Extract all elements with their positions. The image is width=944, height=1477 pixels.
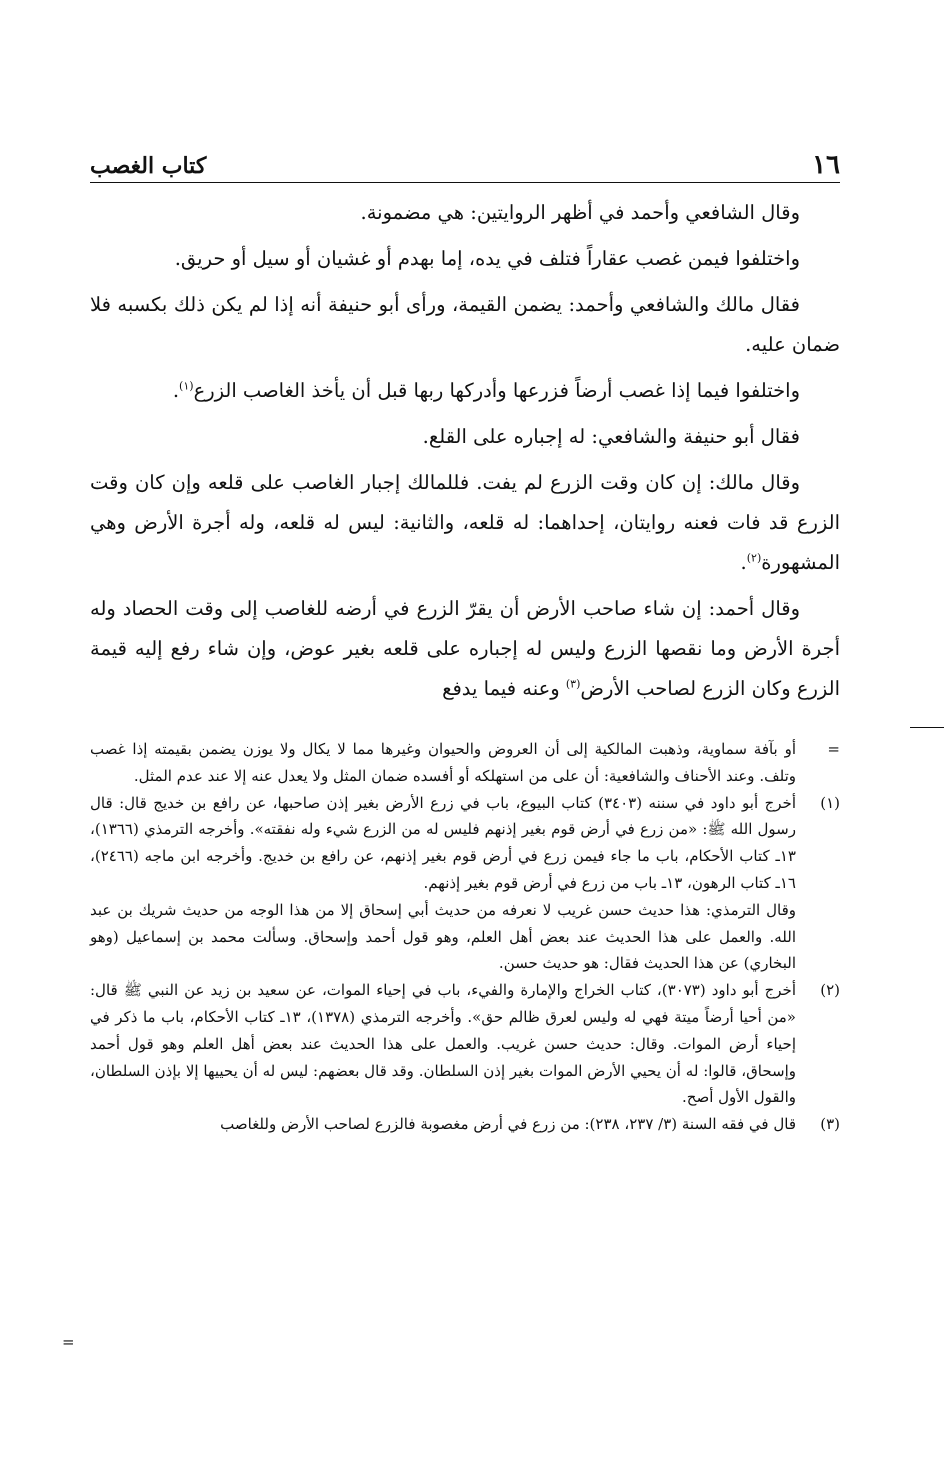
book-page xyxy=(90,150,840,1138)
footnote-3 xyxy=(90,1111,840,1138)
footnote-continuation xyxy=(90,736,840,790)
period: . xyxy=(172,379,180,402)
main-text xyxy=(90,193,840,709)
period: . xyxy=(740,551,747,574)
footnote-number: (٣) xyxy=(820,1115,840,1134)
continuation-mark-end: = xyxy=(62,1333,75,1351)
paragraph xyxy=(90,371,840,411)
footnote-1 xyxy=(90,790,840,978)
page-header xyxy=(90,150,840,183)
chapter-title: كتاب الغصب xyxy=(90,153,207,179)
footnote-separator xyxy=(910,727,944,728)
footnote-text: أخرج أبو داود (٣٠٧٣)، كتاب الخراج والإمارة والفيء، باب في إحياء الموات، عن سعيد بن زيد عن النبي ﷺ قال: «من أحيا أرضاً ميتة فهي له وليس لعرق ظالم حق». وأخرجه الترمذي (١٣٧٨)، ١٣ـ كتاب الأحكام، باب ما ذكر في إحياء أرض الموات. وقال: حديث حسن غريب. والعمل على هذا الحديث عند بعض أهل العلم وهو قول أحمد وإسحاق، قالوا: له أن يحيي الأرض الموات بغير إذن السلطان. وقد قال بعضهم: ليس له أن يحييها إلا بإذن السلطان، والقول الأول أصح. xyxy=(90,981,796,1107)
footnote-number: (٢) xyxy=(820,981,840,1000)
paragraph-text: وقال مالك: إن كان وقت الزرع لم يفت. فللمالك إجبار الغاصب على قلعه وإن كان وقت الزرع قد فات فعنه روايتان، إحداهما: له قلعه، والثانية: ليس له قلعه، وله أجرة الأرض وهي المشهورة xyxy=(90,471,840,574)
paragraph xyxy=(90,463,840,583)
page-number: ١٦ xyxy=(812,150,840,180)
footnote-ref: (٢) xyxy=(746,551,762,565)
footnote-ref: (٣) xyxy=(565,677,581,691)
paragraph-text: وقال أحمد: إن شاء صاحب الأرض أن يقرّ الزرع في أرضه للغاصب إلى وقت الحصاد وله أجرة الأرض وما نقصها الزرع وليس له إجباره على قلعه بغير عوض، وإن شاء رفع إليه قيمة الزرع وكان الزرع لصاحب الأرض xyxy=(90,597,840,700)
paragraph: وقال الشافعي وأحمد في أظهر الروايتين: هي مضمونة. xyxy=(360,201,800,224)
footnotes xyxy=(90,736,840,1138)
paragraph-text: وعنه فيما يدفع xyxy=(442,677,560,700)
footnote-text: قال في فقه السنة (٣/ ٢٣٧، ٢٣٨): من زرع في أرض مغصوبة فالزرع لصاحب الأرض وللغاصب xyxy=(220,1115,796,1134)
paragraph: فقال أبو حنيفة والشافعي: له إجباره على القلع. xyxy=(422,425,800,448)
paragraph: فقال مالك والشافعي وأحمد: يضمن القيمة، ورأى أبو حنيفة أنه إذا لم يكن ذلك بكسبه فلا ضمان عليه. xyxy=(90,293,840,356)
footnote-text: أخرج أبو داود في سننه (٣٤٠٣) كتاب البيوع، باب في زرع الأرض بغير إذن صاحبها، عن رافع بن خديج قال: قال رسول الله ﷺ: «من زرع في أرض قوم بغير إذنهم فليس له من الزرع شيء وله نفقته». وأخرجه الترمذي (١٣٦٦)، ١٣ـ كتاب الأحكام، باب ما جاء فيمن زرع في أرض قوم بغير إذنهم، عن رافع بن خديج. وأخرجه ابن ماجه (٢٤٦٦)، ١٦ـ كتاب الرهون، ١٣ـ باب من زرع في أرض قوم بغير إذنهم. xyxy=(90,793,796,892)
footnote-number: (١) xyxy=(820,793,840,812)
paragraph-text: واختلفوا فيما إذا غصب أرضاً فزرعها وأدركها ربها قبل أن يأخذ الغاصب الزرع xyxy=(193,379,800,402)
paragraph xyxy=(90,589,840,709)
footnote-ref: (١) xyxy=(179,379,194,393)
footnote-2 xyxy=(90,977,840,1111)
continuation-mark: = xyxy=(827,740,840,758)
paragraph: واختلفوا فيمن غصب عقاراً فتلف في يده، إما بهدم أو غشيان أو سيل أو حريق. xyxy=(174,247,800,270)
footnote-text: وقال الترمذي: هذا حديث حسن غريب لا نعرفه من حديث أبي إسحاق إلا من هذا الوجه من حديث شريك بن عبد الله. والعمل على هذا الحديث عند بعض أهل العلم، وهو قول أحمد وإسحاق. وسألت محمد بن إسماعيل (وهو البخاري) عن هذا الحديث فقال: هو حديث حسن. xyxy=(90,900,796,973)
footnote-text: أو بآفة سماوية، وذهبت المالكية إلى أن العروض والحيوان وغيرها مما لا يكال ولا يوزن يضمن بقيمته إذا غصب وتلف. وعند الأحناف والشافعية: أن على من استهلكه أو أفسده ضمان المثل ولا يعدل عنه إلا عند عدم المثل. xyxy=(90,740,796,785)
